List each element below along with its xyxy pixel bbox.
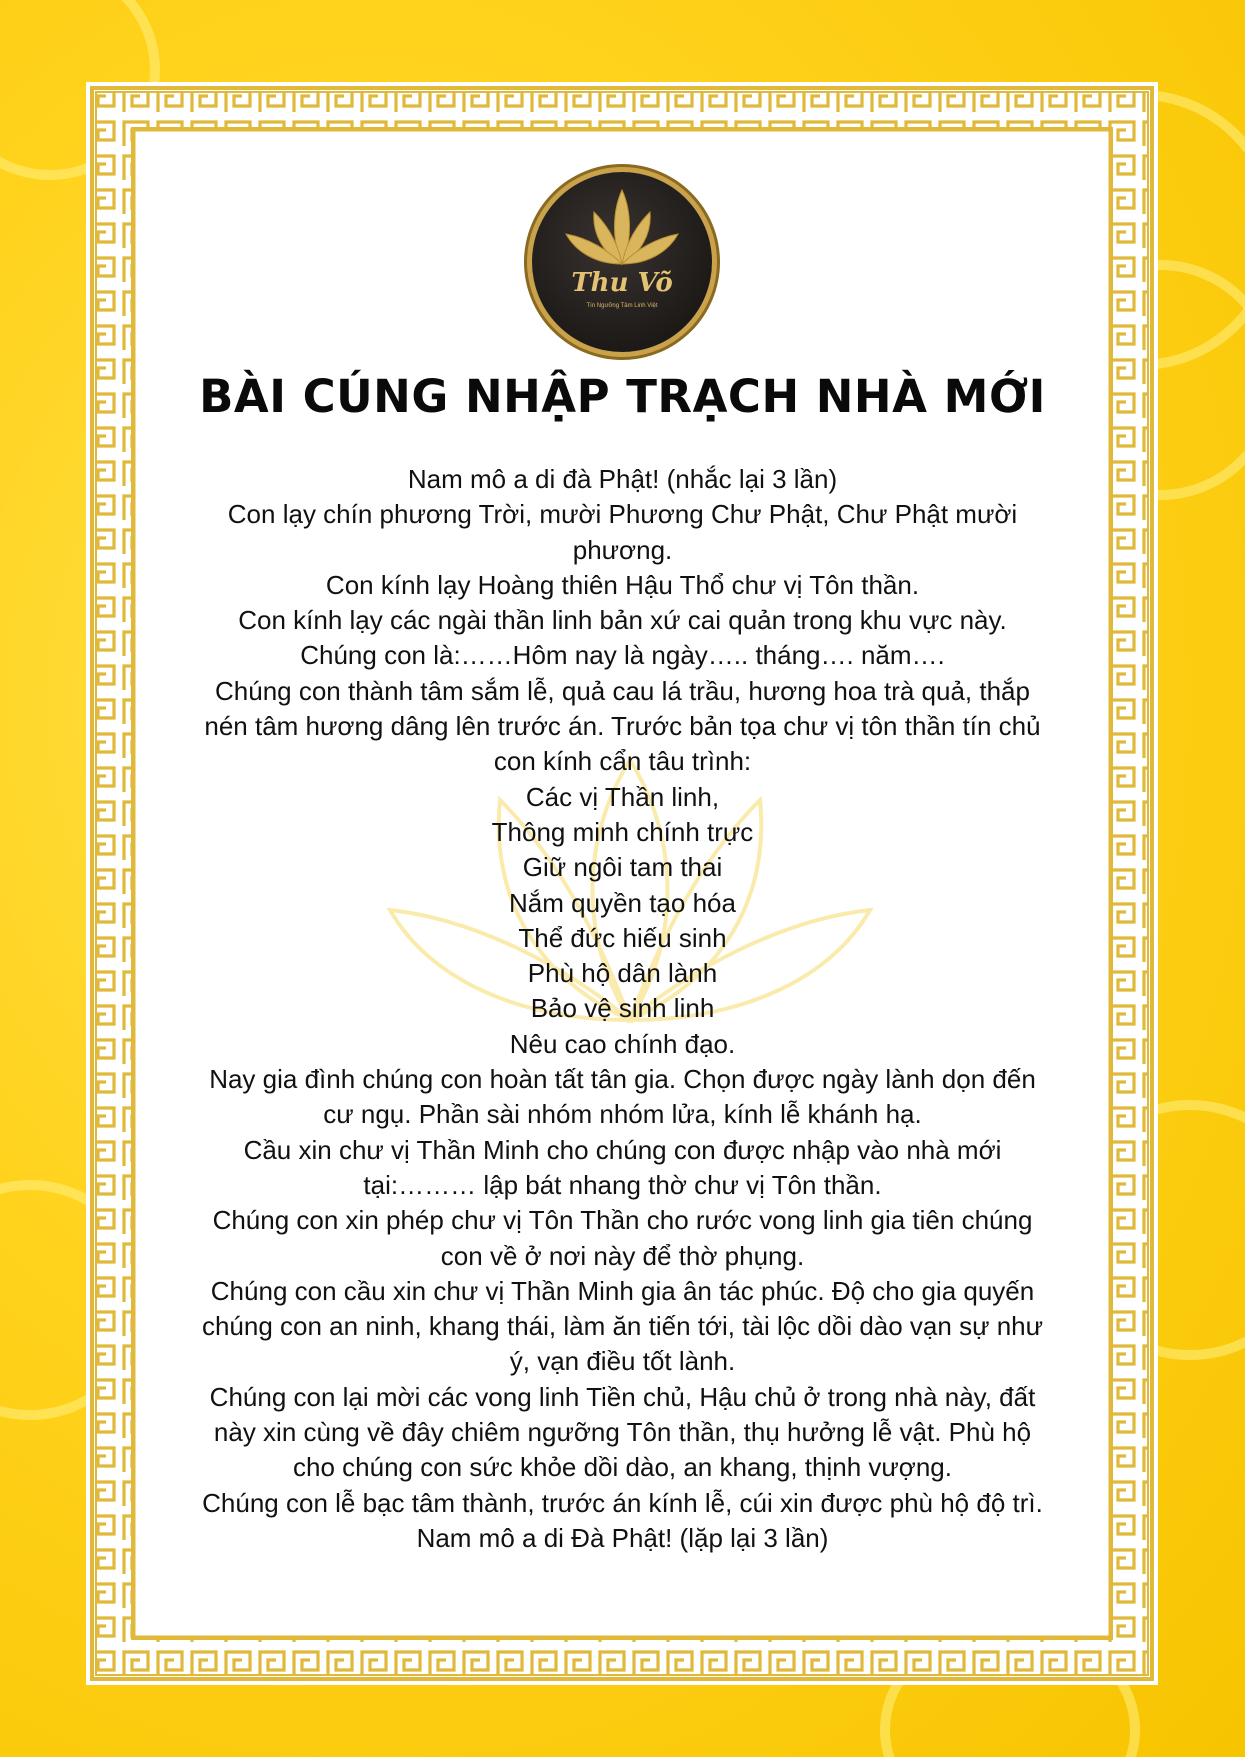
- prayer-line: phương.: [572, 534, 673, 565]
- logo-name: Thu Võ: [571, 268, 673, 298]
- page-title: BÀI CÚNG NHẬP TRẠCH NHÀ MỚI: [199, 370, 1046, 423]
- prayer-line: Nam mô a di đà Phật! (nhắc lại 3 lần): [407, 464, 838, 494]
- prayer-line: con kính cẩn tâu trình:: [493, 746, 752, 777]
- prayer-line: Con kính lạy Hoàng thiên Hậu Thổ chư vị Tôn thần.: [325, 569, 920, 600]
- prayer-line: Chúng con cầu xin chư vị Thần Minh gia ân tác phúc. Độ cho gia quyến: [210, 1275, 1035, 1306]
- prayer-line: Nay gia đình chúng con hoàn tất tân gia. Chọn được ngày lành dọn đến: [209, 1064, 1036, 1095]
- prayer-text: [140, 462, 1105, 1556]
- prayer-line: Bảo vệ sinh linh: [530, 993, 715, 1024]
- prayer-line: Con kính lạy các ngài thần linh bản xứ cai quản trong khu vực này.: [238, 605, 1007, 636]
- prayer-line: cư ngụ. Phần sài nhóm nhóm lửa, kính lễ khánh hạ.: [323, 1099, 922, 1130]
- prayer-line: chúng con an ninh, khang thái, làm ăn tiến tới, tài lộc dồi dào vạn sự như: [201, 1311, 1044, 1342]
- lotus-icon: [532, 172, 712, 352]
- prayer-line: Chúng con xin phép chư vị Tôn Thần cho rước vong linh gia tiên chúng: [212, 1205, 1033, 1236]
- brand-logo: [532, 172, 712, 352]
- prayer-line: Con lạy chín phương Trời, mười Phương Chư Phật, Chư Phật mười: [227, 499, 1018, 530]
- prayer-line: nén tâm hương dâng lên trước án. Trước bản tọa chư vị tôn thần tín chủ: [204, 711, 1041, 742]
- prayer-line: Thể đức hiếu sinh: [518, 922, 727, 953]
- prayer-line: ý, vạn điều tốt lành.: [509, 1346, 736, 1377]
- prayer-line: Cầu xin chư vị Thần Minh cho chúng con được nhập vào nhà mới: [243, 1134, 1002, 1165]
- prayer-line: Chúng con lễ bạc tâm thành, trước án kính lễ, cúi xin được phù hộ độ trì.: [202, 1487, 1043, 1518]
- prayer-line: Nam mô a di Đà Phật! (lặp lại 3 lần): [416, 1522, 829, 1553]
- prayer-line: cho chúng con sức khỏe dồi dào, an khang, thịnh vượng.: [293, 1452, 952, 1483]
- prayer-line: Chúng con là:……Hôm nay là ngày….. tháng…. năm….: [300, 640, 945, 671]
- prayer-line: Các vị Thần linh,: [525, 781, 720, 812]
- prayer-line: con về ở nơi này để thờ phụng.: [440, 1240, 805, 1271]
- prayer-line: Giữ ngôi tam thai: [522, 852, 723, 883]
- prayer-line: Nêu cao chính đạo.: [509, 1028, 736, 1059]
- logo-tagline: Tín Ngưỡng Tâm Linh Việt: [586, 303, 658, 309]
- prayer-line: Phù hộ dân lành: [527, 958, 718, 989]
- prayer-line: Chúng con thành tâm sắm lễ, quả cau lá trầu, hương hoa trà quả, thắp: [215, 675, 1030, 706]
- prayer-line: Nắm quyền tạo hóa: [509, 887, 736, 918]
- prayer-line: Thông minh chính trực: [491, 816, 754, 847]
- prayer-line: này xin cùng về đây chiêm ngưỡng Tôn thần, thụ hưởng lễ vật. Phù hộ: [213, 1417, 1032, 1448]
- prayer-line: Chúng con lại mời các vong linh Tiền chủ, Hậu chủ ở trong nhà này, đất: [209, 1381, 1036, 1412]
- prayer-line: tại:……… lập bát nhang thờ chư vị Tôn thần.: [363, 1169, 882, 1200]
